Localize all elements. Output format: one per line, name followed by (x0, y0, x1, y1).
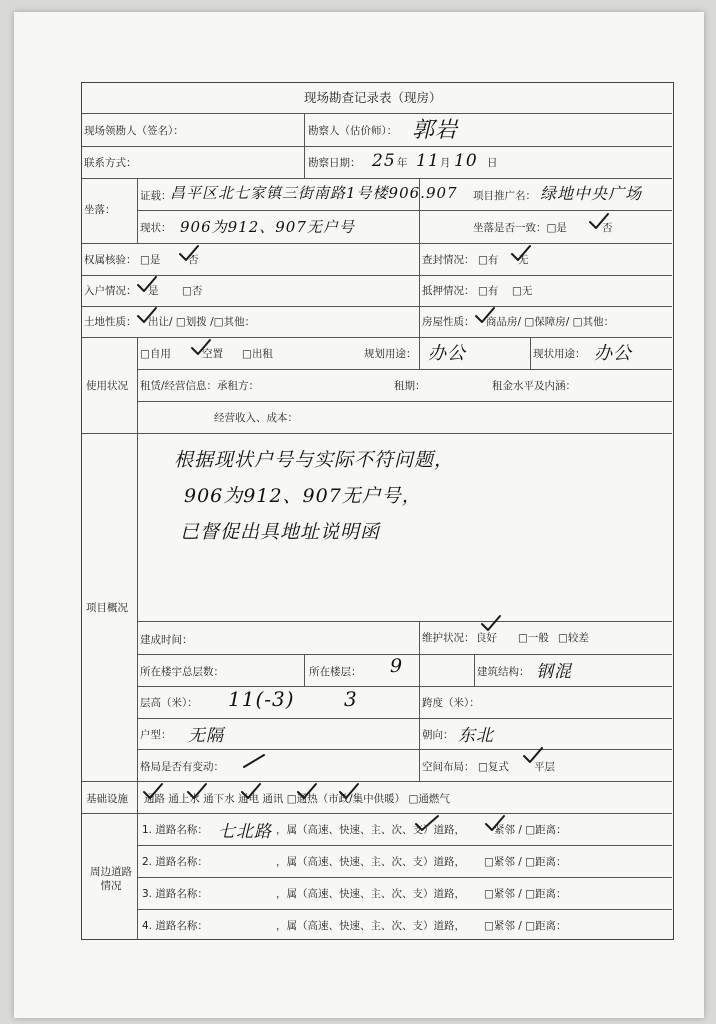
maintenance-good: 良好 (476, 632, 497, 644)
check-mark-icon (186, 783, 208, 799)
ownership-label: 权属核验： (84, 254, 137, 266)
rule (137, 909, 672, 910)
day-handwriting: 10 (454, 151, 478, 171)
road-2-adjacency: □紧邻 / □距离： (484, 856, 567, 868)
ownership-no: 否 (188, 254, 199, 266)
rule (137, 178, 138, 243)
space-flat: 平层 (534, 761, 555, 773)
year-label: 年 (397, 157, 408, 169)
current-label: 现状： (140, 222, 172, 234)
rule (82, 306, 672, 307)
rule (82, 781, 672, 782)
rule (137, 877, 672, 878)
check-mark-icon (510, 245, 532, 261)
check-mark-icon (480, 615, 502, 631)
road-1-name-handwriting: 七北路 (218, 822, 272, 842)
road-4-adjacency: □紧邻 / □距离： (484, 920, 567, 932)
road-1-adjacency: 紧邻 / □距离： (494, 824, 567, 836)
rule (82, 178, 672, 179)
rule (137, 337, 138, 940)
house-nature-label: 房屋性质： (422, 316, 475, 328)
check-mark-icon (588, 213, 610, 229)
floor-label: 所在楼层： (309, 666, 362, 678)
promo-label: 项目推广名： (473, 190, 536, 202)
rule (137, 686, 672, 687)
current-address-handwriting: 906为912、907无户号 (180, 218, 355, 236)
rule (82, 275, 672, 276)
floor-handwriting: 9 (390, 655, 404, 677)
check-mark-icon (240, 783, 262, 799)
infrastructure-items: 通路 通上水 通下水 通电 通讯 □通热（市政/集中供暖） □通燃气 (144, 793, 450, 805)
survey-form (81, 82, 674, 940)
day-label: 日 (487, 157, 498, 169)
appraiser-label: 勘察人（估价师）： (308, 125, 398, 137)
check-mark-icon (136, 276, 158, 292)
rent-level-label: 租金水平及内涵： (492, 380, 576, 392)
check-mark-icon (414, 815, 440, 831)
location-label: 坐落： (84, 204, 116, 216)
road-3-prefix: 3. 道路名称： (142, 888, 208, 900)
rule (304, 654, 305, 686)
roads-section-label: 周边道路情况 (90, 866, 132, 892)
rule (137, 621, 672, 622)
build-time-label: 建成时间： (140, 634, 193, 646)
rule (137, 749, 672, 750)
rule (304, 113, 305, 178)
total-floors-label: 所在楼宇总层数： (140, 666, 224, 678)
road-1-type: ，属（高速、快速、主、次、支）道路， (276, 824, 465, 836)
infrastructure-label: 基础设施 (86, 793, 128, 805)
height-label: 层高（米）： (140, 697, 198, 709)
rule (419, 243, 420, 369)
occupancy-rent: □出租 (242, 348, 273, 360)
planned-use-label: 规划用途： (364, 348, 417, 360)
cert-address-handwriting: 昌平区北七家镇三街南路1号楼906.907 (170, 184, 458, 202)
consistent-no: 否 (602, 222, 613, 234)
road-1-prefix: 1. 道路名称： (142, 824, 208, 836)
rule (474, 654, 475, 686)
road-3-type: ，属（高速、快速、主、次、支）道路， (276, 888, 465, 900)
orientation-label: 朝向： (422, 729, 454, 741)
overview-section-label: 项目概况 (86, 602, 128, 614)
maintenance-fair: □一般 (518, 632, 549, 644)
rule (530, 337, 531, 369)
unit-type-label: 户型： (140, 729, 172, 741)
usage-section-label: 使用状况 (86, 380, 128, 392)
rule (137, 654, 672, 655)
paper-sheet (14, 12, 704, 1018)
house-nature-options: 商品房/ □保障房/ □其他： (486, 316, 615, 328)
mortgage-no: □无 (512, 285, 533, 297)
appraiser-handwriting: 郭岩 (412, 118, 459, 143)
lease-info-label: 租赁/经营信息：承租方： (140, 380, 260, 392)
planned-use-handwriting: 办公 (428, 343, 466, 364)
road-3-adjacency: □紧邻 / □距离： (484, 888, 567, 900)
maintenance-label: 维护状况： (422, 632, 475, 644)
check-mark-icon (338, 783, 360, 799)
mortgage-yes: □有 (478, 285, 499, 297)
dash-stroke-icon (242, 753, 268, 769)
check-mark-icon (190, 339, 212, 355)
check-mark-icon (474, 307, 496, 323)
structure-handwriting: 钢混 (536, 662, 572, 682)
height-handwriting: 11(-3) (228, 687, 295, 711)
road-2-prefix: 2. 道路名称： (142, 856, 208, 868)
month-handwriting: 11 (416, 151, 440, 171)
orientation-handwriting: 东北 (458, 726, 494, 746)
date-label: 勘察日期： (308, 157, 361, 169)
check-mark-icon (136, 307, 158, 323)
rule (82, 146, 672, 147)
road-4-type: ，属（高速、快速、主、次、支）道路， (276, 920, 465, 932)
check-mark-icon (142, 783, 164, 799)
rule (137, 369, 672, 370)
check-mark-icon (178, 245, 200, 261)
land-nature-label: 土地性质： (84, 316, 137, 328)
rule (137, 210, 672, 211)
rule (82, 243, 672, 244)
rule (82, 337, 672, 338)
mortgage-label: 抵押情况： (422, 285, 475, 297)
rule (82, 113, 672, 114)
check-mark-icon (296, 783, 318, 799)
check-mark-icon (484, 815, 506, 831)
rule (137, 401, 672, 402)
income-cost-label: 经营收入、成本： (214, 412, 298, 424)
consistent-label: 坐落是否一致：□是 (473, 222, 567, 234)
unit-type-handwriting: 无隔 (188, 726, 224, 746)
entry-yes: 是 (148, 285, 159, 297)
road-2-type: ，属（高速、快速、主、次、支）道路， (276, 856, 465, 868)
entry-no: □否 (182, 285, 203, 297)
span-label: 跨度（米）： (422, 697, 480, 709)
promo-handwriting: 绿地中央广场 (540, 184, 643, 203)
month-label: 月 (440, 157, 451, 169)
cert-label: 证载： (140, 190, 172, 202)
current-use-label: 现状用途： (533, 348, 586, 360)
check-mark-icon (522, 747, 544, 763)
road-4-prefix: 4. 道路名称： (142, 920, 208, 932)
rule (419, 621, 420, 781)
land-nature-options: 出让/ □划拨 /□其他： (148, 316, 256, 328)
rent-period-label: 租期： (394, 380, 426, 392)
seizure-no: 无 (518, 254, 529, 266)
overview-note-line-2: 906为912、907无户号， (184, 485, 422, 507)
contact-label: 联系方式： (84, 157, 137, 169)
form-title: 现场勘查记录表（现房） (304, 90, 442, 105)
layout-change-label: 格局是否有变动： (140, 761, 224, 773)
rule (137, 845, 672, 846)
current-use-handwriting: 办公 (594, 343, 632, 364)
ownership-yes: □是 (140, 254, 161, 266)
year-handwriting: 25 (372, 151, 396, 171)
entry-label: 入户情况： (84, 285, 137, 297)
space-layout-label: 空间布局： (422, 761, 475, 773)
overview-note-line-3: 已督促出具地址说明函 (180, 521, 381, 543)
height-handwriting-2: 3 (344, 687, 358, 711)
structure-label: 建筑结构： (477, 666, 530, 678)
overview-note-line-1: 根据现状户号与实际不符问题， (174, 449, 455, 471)
seizure-yes: □有 (478, 254, 499, 266)
rule (82, 813, 672, 814)
space-duplex: □复式 (478, 761, 509, 773)
leader-label: 现场领勘人（签名）： (84, 125, 184, 137)
rule (137, 718, 672, 719)
seizure-label: 查封情况： (422, 254, 475, 266)
occupancy-self: □自用 (140, 348, 171, 360)
maintenance-poor: □较差 (558, 632, 589, 644)
rule (82, 433, 672, 434)
occupancy-vacant: 空置 (202, 348, 223, 360)
